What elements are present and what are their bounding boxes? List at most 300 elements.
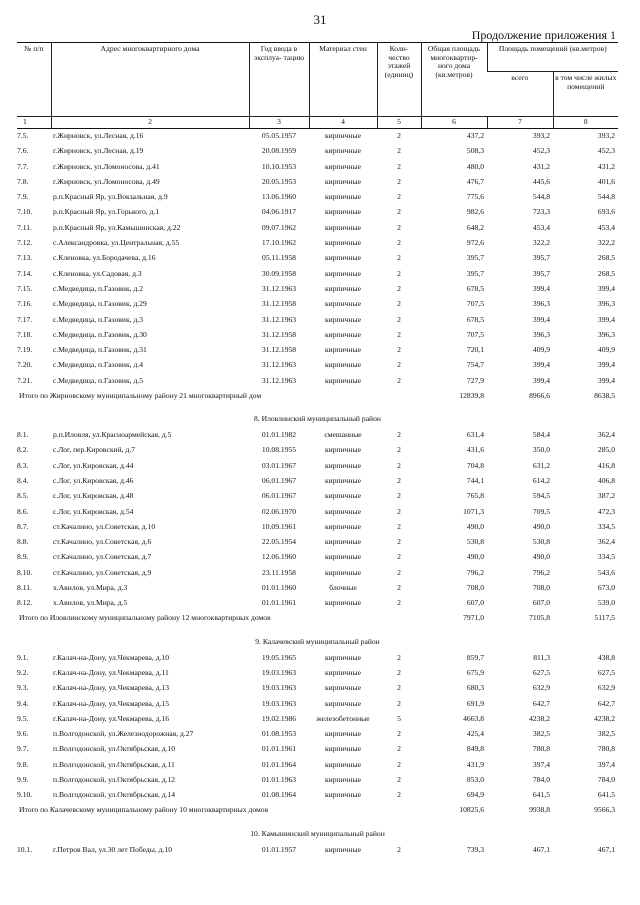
cell-number: 9.5. xyxy=(17,713,29,723)
cell-premises-all: 399,4 xyxy=(532,314,550,324)
cell-premises-all: 431,2 xyxy=(532,161,550,171)
cell-floors: 2 xyxy=(397,238,401,248)
cell-total-area: 395,7 xyxy=(466,253,484,263)
cell-premises-all: 399,4 xyxy=(532,375,550,385)
cell-address: х.Авилов, ул.Мира, д.5 xyxy=(53,598,128,608)
cell-living-area: 393,2 xyxy=(597,131,615,140)
cell-number: 7.6. xyxy=(17,146,29,156)
cell-premises-all: 627,5 xyxy=(532,667,550,677)
cell-total-area: 490,0 xyxy=(466,521,484,531)
cell-material: кирпичные xyxy=(324,567,362,577)
cell-total-area: 720,1 xyxy=(466,345,484,355)
cell-floors: 2 xyxy=(397,445,401,455)
cell-premises-all: 723,3 xyxy=(532,207,550,217)
cell-floors: 2 xyxy=(397,283,401,293)
cell-number: 7.13. xyxy=(17,253,33,263)
cell-floors: 2 xyxy=(397,360,401,370)
cell-floors: 2 xyxy=(397,491,401,501)
table-row xyxy=(17,681,618,696)
cell-premises-all: 397,4 xyxy=(532,759,550,769)
cell-year: 01.01.1963 xyxy=(261,774,297,784)
cell-material: кирпичные xyxy=(324,253,362,263)
cell-living-area: 382,5 xyxy=(597,729,615,739)
table-row xyxy=(17,251,618,266)
cell-total-area: 727,9 xyxy=(466,375,484,385)
total-living-sum: 9566,3 xyxy=(594,805,615,815)
cell-address: с.Медведица, п.Газовик, д.31 xyxy=(53,345,147,355)
cell-living-area: 452,3 xyxy=(597,146,615,156)
cell-premises-all: 796,2 xyxy=(532,567,550,577)
cell-living-area: 627,5 xyxy=(597,667,615,677)
table-row xyxy=(17,159,618,174)
cell-material: кирпичные xyxy=(324,683,362,693)
cell-number: 8.7. xyxy=(17,521,29,531)
table-row xyxy=(17,565,618,580)
cell-floors: 2 xyxy=(397,192,401,202)
cell-living-area: 396,3 xyxy=(597,329,615,339)
cell-number: 9.9. xyxy=(17,774,29,784)
cell-address: р.п.Иловля, ул.Красноармейская, д.5 xyxy=(53,430,172,440)
cell-number: 10.1. xyxy=(17,844,33,854)
cell-number: 7.12. xyxy=(17,238,33,248)
cell-material: кирпичные xyxy=(324,329,362,339)
cell-premises-all: 632,9 xyxy=(532,683,550,693)
cell-year: 19.03.1963 xyxy=(261,698,297,708)
table-row xyxy=(17,712,618,727)
cell-floors: 2 xyxy=(397,161,401,171)
table-row xyxy=(17,504,618,519)
cell-living-area: 334,5 xyxy=(597,552,615,562)
cell-address: с.Медведица, п.Газовик, д.2 xyxy=(53,283,144,293)
cell-number: 8.3. xyxy=(17,460,29,470)
cell-address: с.Лог, ул.Кировская, д.48 xyxy=(53,491,134,501)
cell-premises-all: 445,6 xyxy=(532,176,550,186)
cell-floors: 2 xyxy=(397,759,401,769)
header-all: всего xyxy=(487,72,553,117)
cell-premises-all: 784,0 xyxy=(532,774,550,784)
cell-material: кирпичные xyxy=(324,161,362,171)
cell-material: кирпичные xyxy=(324,314,362,324)
cell-material: кирпичные xyxy=(324,759,362,769)
cell-number: 7.10. xyxy=(17,207,33,217)
cell-premises-all: 399,4 xyxy=(532,360,550,370)
cell-total-area: 431,6 xyxy=(466,445,484,455)
cell-premises-all: 452,3 xyxy=(532,146,550,156)
cell-material: кирпичные xyxy=(324,460,362,470)
cell-address: р.п.Красный Яр, ул.Вокзальная, д.9 xyxy=(53,192,168,202)
housing-table xyxy=(17,42,618,858)
cell-number: 7.11. xyxy=(17,222,32,232)
cell-total-area: 982,6 xyxy=(466,207,484,217)
table-row xyxy=(17,535,618,550)
cell-living-area: 539,0 xyxy=(597,598,615,608)
cell-premises-all: 594,5 xyxy=(532,491,550,501)
header-floors: Коли- чество этажей (единиц) xyxy=(377,43,421,117)
cell-number: 7.9. xyxy=(17,192,29,202)
cell-address: с.Медведица, п.Газовик, д.30 xyxy=(53,329,147,339)
cell-address: р.п.Красный Яр, ул.Камышинская, д.22 xyxy=(53,222,181,232)
cell-number: 7.7. xyxy=(17,161,29,171)
cell-address: с.Лог, ул.Кировская, д.46 xyxy=(53,475,134,485)
column-number: 1 xyxy=(17,117,51,129)
cell-premises-all: 467,1 xyxy=(532,844,550,854)
cell-year: 06.01.1967 xyxy=(261,491,297,501)
cell-floors: 2 xyxy=(397,345,401,355)
cell-floors: 2 xyxy=(397,774,401,784)
cell-total-area: 744,1 xyxy=(466,475,484,485)
cell-year: 30.09.1958 xyxy=(261,268,297,278)
cell-premises-all: 4238,2 xyxy=(529,713,550,723)
cell-premises-all: 322,2 xyxy=(532,238,550,248)
table-row xyxy=(17,358,618,373)
cell-material: кирпичные xyxy=(324,537,362,547)
cell-address: г.Калач-на-Дону, ул.Чекмарева, д.13 xyxy=(53,683,170,693)
total-living-sum: 8638,5 xyxy=(594,390,615,400)
header-living: в том числе жилых помещений xyxy=(553,72,618,117)
cell-material: кирпичные xyxy=(324,299,362,309)
table-row xyxy=(17,727,618,742)
cell-address: г.Жирновск, ул.Ломоносова, д.49 xyxy=(53,176,160,186)
header-year: Год ввода в эксплуа- тацию xyxy=(249,43,309,117)
cell-living-area: 472,3 xyxy=(597,506,615,516)
column-number: 4 xyxy=(309,117,377,129)
cell-number: 9.7. xyxy=(17,744,29,754)
cell-premises-all: 396,3 xyxy=(532,299,550,309)
cell-number: 7.19. xyxy=(17,345,33,355)
cell-year: 19.03.1963 xyxy=(261,683,297,693)
table-row xyxy=(17,282,618,297)
cell-total-area: 490,0 xyxy=(466,552,484,562)
header-material: Материал стен xyxy=(309,43,377,117)
cell-floors: 2 xyxy=(397,375,401,385)
cell-address: с.Лог, пер.Кировский, д.7 xyxy=(53,445,136,455)
cell-number: 7.5. xyxy=(17,131,29,140)
total-row xyxy=(17,611,618,634)
cell-address: п.Волгодонской, ул.Октябрьская, д.14 xyxy=(53,790,176,800)
cell-address: р.п.Красный Яр, ул.Горького, д.1 xyxy=(53,207,160,217)
cell-address: ст.Качалино, ул.Советская, д.6 xyxy=(53,537,152,547)
cell-total-area: 694,9 xyxy=(466,790,484,800)
cell-number: 7.21. xyxy=(17,375,33,385)
column-number: 5 xyxy=(377,117,421,129)
cell-living-area: 268,5 xyxy=(597,268,615,278)
cell-premises-all: 395,7 xyxy=(532,253,550,263)
cell-material: кирпичные xyxy=(324,491,362,501)
cell-number: 8.4. xyxy=(17,475,29,485)
cell-floors: 2 xyxy=(397,131,401,140)
cell-year: 04.06.1917 xyxy=(261,207,297,217)
cell-living-area: 397,4 xyxy=(597,759,615,769)
cell-year: 20.08.1959 xyxy=(261,146,297,156)
section-heading-row xyxy=(17,634,618,650)
table-row xyxy=(17,297,618,312)
cell-total-area: 631,4 xyxy=(466,430,484,440)
page-number: 31 xyxy=(313,12,327,27)
cell-total-area: 704,8 xyxy=(466,460,484,470)
cell-number: 7.14. xyxy=(17,268,33,278)
cell-material: кирпичные xyxy=(324,445,362,455)
cell-floors: 2 xyxy=(397,146,401,156)
cell-floors: 2 xyxy=(397,567,401,577)
cell-total-area: 476,7 xyxy=(466,176,484,186)
cell-living-area: 4238,2 xyxy=(594,713,615,723)
cell-living-area: 780,8 xyxy=(597,744,615,754)
cell-floors: 2 xyxy=(397,537,401,547)
cell-total-area: 859,7 xyxy=(466,652,484,662)
document-subtitle: Продолжение приложения 1 xyxy=(471,28,616,42)
cell-premises-all: 780,8 xyxy=(532,744,550,754)
table-row xyxy=(17,757,618,772)
cell-floors: 2 xyxy=(397,329,401,339)
cell-number: 7.8. xyxy=(17,176,29,186)
cell-year: 31.12.1958 xyxy=(261,345,297,355)
cell-total-area: 607,0 xyxy=(466,598,484,608)
cell-floors: 2 xyxy=(397,253,401,263)
cell-living-area: 322,2 xyxy=(597,238,615,248)
cell-floors: 2 xyxy=(397,314,401,324)
cell-floors: 2 xyxy=(397,729,401,739)
cell-living-area: 409,9 xyxy=(597,345,615,355)
cell-total-area: 691,9 xyxy=(466,698,484,708)
table-row xyxy=(17,190,618,205)
cell-address: г.Калач-на-Дону, ул.Чекмарева, д.16 xyxy=(53,713,170,723)
cell-number: 8.12. xyxy=(17,598,33,608)
cell-address: с.Лог, ул.Кировская, д.54 xyxy=(53,506,134,516)
table-row xyxy=(17,581,618,596)
cell-address: ст.Качалино, ул.Советская, д.7 xyxy=(53,552,152,562)
cell-living-area: 401,6 xyxy=(597,176,615,186)
cell-living-area: 467,1 xyxy=(597,844,615,854)
cell-address: с.Медведица, п.Газовик, д.4 xyxy=(53,360,144,370)
cell-living-area: 399,4 xyxy=(597,283,615,293)
table-row xyxy=(17,666,618,681)
column-number: 3 xyxy=(249,117,309,129)
cell-year: 03.01.1967 xyxy=(261,460,297,470)
cell-total-area: 425,4 xyxy=(466,729,484,739)
cell-floors: 2 xyxy=(397,506,401,516)
cell-year: 01.01.1960 xyxy=(261,583,297,593)
cell-year: 05.11.1958 xyxy=(262,253,296,263)
cell-number: 7.16. xyxy=(17,299,33,309)
cell-material: кирпичные xyxy=(324,131,362,140)
column-number: 8 xyxy=(553,117,618,129)
column-number: 6 xyxy=(421,117,487,129)
cell-address: ст.Качалино, ул.Советская, д.9 xyxy=(53,567,152,577)
cell-living-area: 673,0 xyxy=(597,583,615,593)
cell-year: 31.12.1963 xyxy=(261,375,297,385)
cell-living-area: 543,6 xyxy=(597,567,615,577)
cell-floors: 2 xyxy=(397,790,401,800)
cell-floors: 2 xyxy=(397,207,401,217)
cell-living-area: 438,8 xyxy=(597,652,615,662)
cell-total-area: 678,5 xyxy=(466,283,484,293)
cell-living-area: 387,2 xyxy=(597,491,615,501)
cell-total-area: 707,5 xyxy=(466,329,484,339)
cell-total-area: 675,9 xyxy=(466,667,484,677)
total-row xyxy=(17,803,618,826)
cell-number: 8.11. xyxy=(17,583,32,593)
cell-total-area: 707,5 xyxy=(466,299,484,309)
cell-premises-all: 544,8 xyxy=(532,192,550,202)
cell-total-area: 739,3 xyxy=(466,844,484,854)
cell-material: блочные xyxy=(329,583,357,593)
total-premises-sum: 9938,8 xyxy=(529,805,550,815)
cell-number: 8.10. xyxy=(17,567,33,577)
cell-year: 10.08.1955 xyxy=(261,445,297,455)
cell-total-area: 648,2 xyxy=(466,222,484,232)
cell-year: 19.02.1986 xyxy=(261,713,297,723)
cell-address: ст.Качалино, ул.Советская, д.10 xyxy=(53,521,156,531)
cell-year: 31.12.1958 xyxy=(261,299,297,309)
cell-premises-all: 382,5 xyxy=(532,729,550,739)
cell-year: 09.07.1962 xyxy=(261,222,297,232)
table-row xyxy=(17,742,618,757)
cell-floors: 2 xyxy=(397,598,401,608)
table-row xyxy=(17,520,618,535)
table-row xyxy=(17,428,618,443)
cell-living-area: 431,2 xyxy=(597,161,615,171)
cell-living-area: 642,7 xyxy=(597,698,615,708)
cell-address: г.Калач-на-Дону, ул.Чекмарева, д.15 xyxy=(53,698,170,708)
table-row xyxy=(17,443,618,458)
cell-address: г.Калач-на-Дону, ул.Чекмарева, д.10 xyxy=(53,652,170,662)
table-row xyxy=(17,474,618,489)
section-heading: 8. Иловлинский муниципальный район xyxy=(254,414,381,424)
cell-address: г.Жирновск, ул.Ломоносова, д.41 xyxy=(53,161,160,171)
cell-year: 01.01.1957 xyxy=(261,844,297,854)
cell-number: 8.1. xyxy=(17,430,29,440)
cell-address: с.Кленовка, ул.Садовая, д.3 xyxy=(53,268,142,278)
cell-premises-all: 453,4 xyxy=(532,222,550,232)
cell-year: 01.01.1964 xyxy=(261,759,297,769)
cell-living-area: 784,0 xyxy=(597,774,615,784)
cell-material: кирпичные xyxy=(324,667,362,677)
table-row xyxy=(17,842,618,857)
cell-material: кирпичные xyxy=(324,360,362,370)
cell-total-area: 530,8 xyxy=(466,537,484,547)
cell-address: с.Медведица, п.Газовик, д.29 xyxy=(53,299,147,309)
cell-material: кирпичные xyxy=(324,176,362,186)
cell-total-area: 775,6 xyxy=(466,192,484,202)
cell-year: 13.06.1960 xyxy=(261,192,297,202)
cell-year: 01.08.1953 xyxy=(261,729,297,739)
cell-premises-all: 530,8 xyxy=(532,537,550,547)
cell-year: 17.10.1962 xyxy=(261,238,297,248)
table-row xyxy=(17,373,618,388)
cell-material: кирпичные xyxy=(324,744,362,754)
cell-year: 02.06.1970 xyxy=(261,506,297,516)
cell-number: 8.6. xyxy=(17,506,29,516)
cell-living-area: 544,8 xyxy=(597,192,615,202)
total-row xyxy=(17,389,618,412)
cell-year: 01.01.1961 xyxy=(261,744,297,754)
table-row xyxy=(17,144,618,159)
cell-premises-all: 607,0 xyxy=(532,598,550,608)
cell-total-area: 765,8 xyxy=(466,491,484,501)
cell-floors: 2 xyxy=(397,299,401,309)
total-living-sum: 5117,5 xyxy=(594,613,615,623)
table-row xyxy=(17,550,618,565)
cell-material: кирпичные xyxy=(324,552,362,562)
cell-premises-all: 399,4 xyxy=(532,283,550,293)
table-row xyxy=(17,596,618,611)
cell-material: кирпичные xyxy=(324,192,362,202)
total-label: Итого по Иловлинскому муниципальному району 12 многоквартирных домов xyxy=(19,613,271,623)
cell-floors: 2 xyxy=(397,744,401,754)
cell-address: с.Лог, ул.Кировская, д.44 xyxy=(53,460,134,470)
cell-floors: 2 xyxy=(397,698,401,708)
cell-total-area: 4663,8 xyxy=(463,713,484,723)
cell-premises-all: 584,4 xyxy=(532,430,550,440)
cell-floors: 2 xyxy=(397,683,401,693)
table-row xyxy=(17,696,618,711)
total-label: Итого по Калачевскому муниципальному району 10 многоквартирных домов xyxy=(19,805,269,815)
cell-number: 8.5. xyxy=(17,491,29,501)
cell-premises-all: 631,2 xyxy=(532,460,550,470)
cell-number: 7.18. xyxy=(17,329,33,339)
cell-premises-all: 614,2 xyxy=(532,475,550,485)
table-row xyxy=(17,489,618,504)
table-row xyxy=(17,328,618,343)
cell-material: кирпичные xyxy=(324,790,362,800)
cell-material: кирпичные xyxy=(324,698,362,708)
cell-living-area: 362,4 xyxy=(597,537,615,547)
cell-number: 9.2. xyxy=(17,667,29,677)
cell-total-area: 796,2 xyxy=(466,567,484,577)
header-total-area: Общая площадь многоквартир- ного дома (кв.метров) xyxy=(421,43,487,117)
cell-year: 31.12.1958 xyxy=(261,329,297,339)
cell-total-area: 849,8 xyxy=(466,744,484,754)
cell-living-area: 268,5 xyxy=(597,253,615,263)
cell-number: 8.8. xyxy=(17,537,29,547)
section-heading-row xyxy=(17,412,618,428)
cell-premises-all: 350,0 xyxy=(532,445,550,455)
cell-premises-all: 490,0 xyxy=(532,521,550,531)
cell-premises-all: 490,0 xyxy=(532,552,550,562)
cell-number: 9.8. xyxy=(17,759,29,769)
cell-total-area: 480,0 xyxy=(466,161,484,171)
section-heading-row xyxy=(17,826,618,842)
cell-year: 05.05.1957 xyxy=(261,131,297,140)
cell-living-area: 632,9 xyxy=(597,683,615,693)
cell-total-area: 395,7 xyxy=(466,268,484,278)
cell-floors: 2 xyxy=(397,844,401,854)
cell-material: кирпичные xyxy=(324,844,362,854)
cell-premises-all: 396,3 xyxy=(532,329,550,339)
cell-living-area: 399,4 xyxy=(597,360,615,370)
table-row xyxy=(17,312,618,327)
cell-floors: 2 xyxy=(397,460,401,470)
cell-material: кирпичные xyxy=(324,345,362,355)
cell-living-area: 641,5 xyxy=(597,790,615,800)
cell-address: х.Авилов, ул.Мира, д.3 xyxy=(53,583,128,593)
cell-address: с.Кленовка, ул.Бородачева, д.16 xyxy=(53,253,156,263)
cell-material: кирпичные xyxy=(324,207,362,217)
section-heading: 9. Калачевский муниципальный район xyxy=(255,636,380,646)
table-row xyxy=(17,458,618,473)
cell-year: 31.12.1963 xyxy=(261,283,297,293)
table-row xyxy=(17,788,618,803)
cell-number: 8.2. xyxy=(17,445,29,455)
cell-year: 12.06.1960 xyxy=(261,552,297,562)
cell-living-area: 399,4 xyxy=(597,314,615,324)
cell-year: 31.12.1963 xyxy=(261,314,297,324)
cell-total-area: 431,9 xyxy=(466,759,484,769)
cell-material: кирпичные xyxy=(324,729,362,739)
cell-floors: 5 xyxy=(397,713,401,723)
cell-living-area: 399,4 xyxy=(597,375,615,385)
cell-material: кирпичные xyxy=(324,652,362,662)
